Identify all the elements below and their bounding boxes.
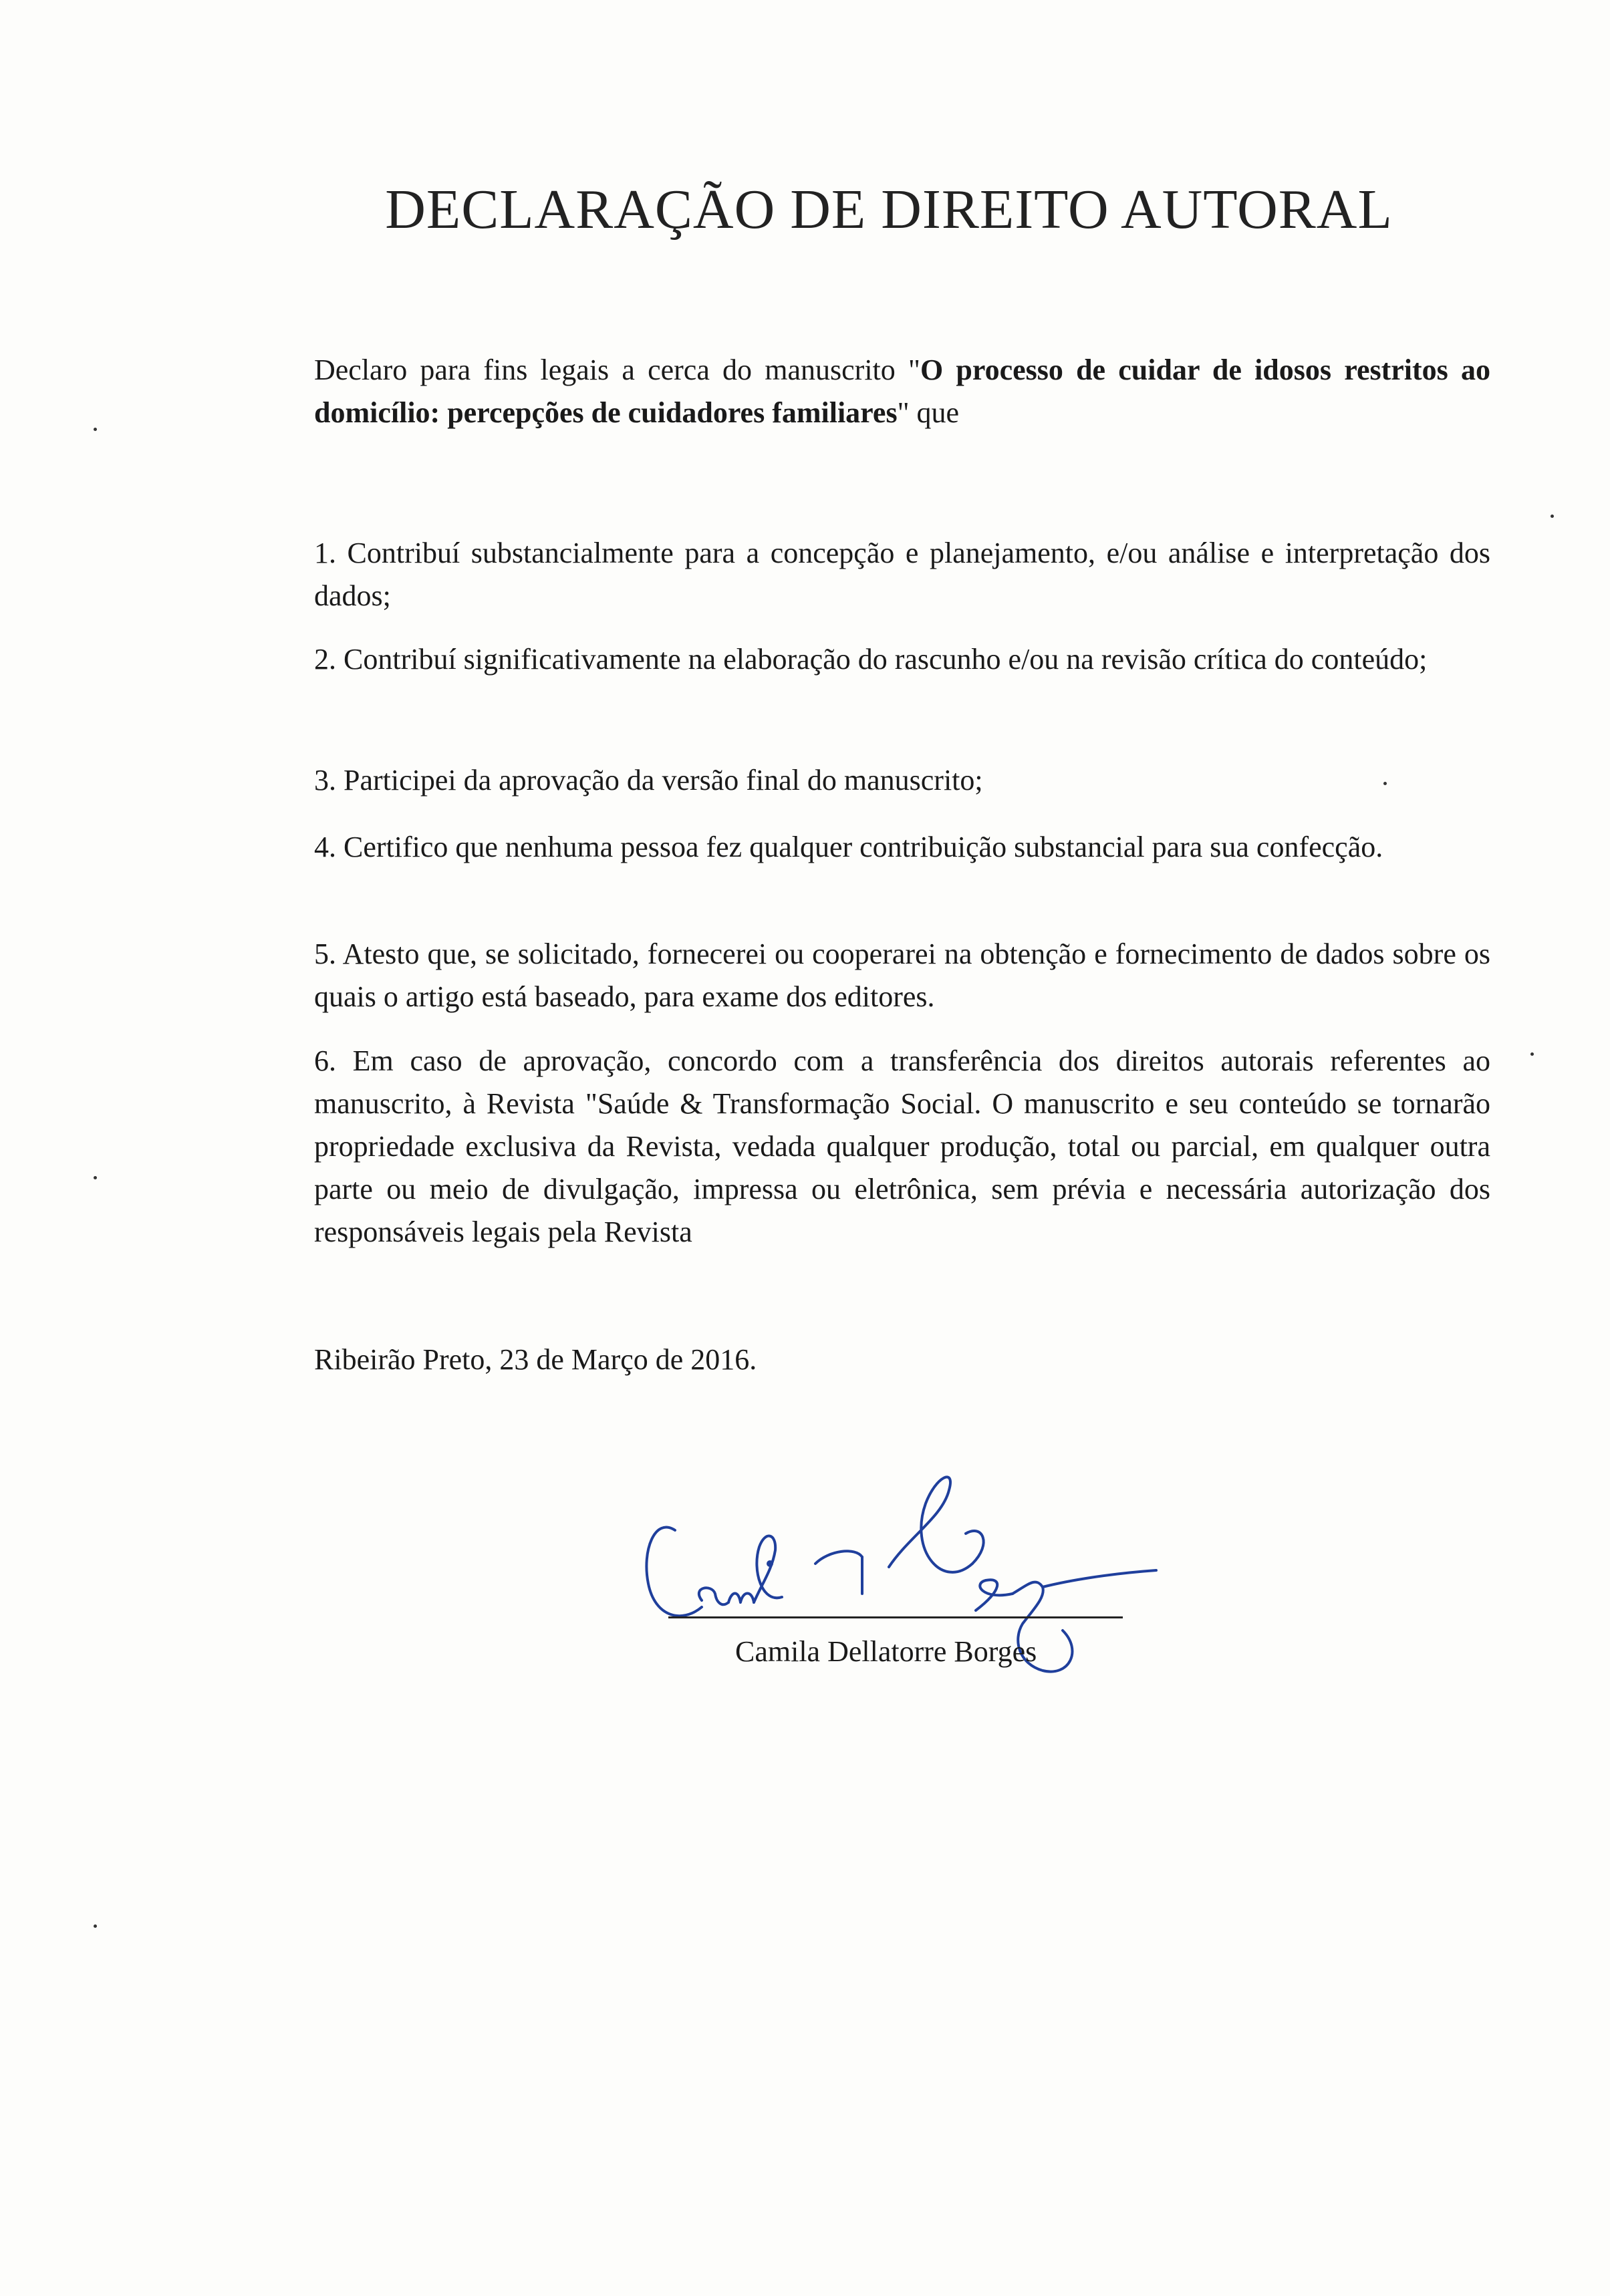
place-and-date: Ribeirão Preto, 23 de Março de 2016. [314,1343,757,1376]
signer-name: Camila Dellatorre Borges [735,1635,1037,1668]
signature-line [668,1616,1123,1618]
document-title: DECLARAÇÃO DE DIREITO AUTORAL [385,178,1393,241]
declaration-item-6: 6. Em caso de aprovação, concordo com a transferência dos direitos autorais referentes ao manuscrito, à Revista "Saúde & Transformação Social. O manuscrito e seu conteúdo se tornarão propriedade exclusiva da Revista, vedada qualquer produção, total ou parcial, em qualquer outra parte ou meio de divulgação, impressa ou eletrônica, sem prévia e necessária autorização dos responsáveis legais pela Revista [314,1044,1490,1248]
intro-paragraph [314,349,1490,434]
declaration-item-3: 3. Participei da aprovação da versão final do manuscrito; [314,764,983,797]
declaration-item-4: 4. Certifico que nenhuma pessoa fez qualquer contribuição substancial para sua confecção. [314,831,1383,863]
intro-suffix: " que [897,396,960,429]
intro-prefix: Declaro para fins legais a cerca do manuscrito " [314,353,920,386]
scan-speck [1530,1052,1534,1056]
manuscript-title: O processo de cuidar de idosos restritos ao domicílio: percepções de cuidadores familiares [314,353,1490,429]
declaration-item-5: 5. Atesto que, se solicitado, fornecerei ou cooperarei na obtenção e fornecimento de dados sobre os quais o artigo está baseado, para exame dos editores. [314,938,1490,1013]
declaration-item-1: 1. Contribuí substancialmente para a concepção e planejamento, e/ou análise e interpretação dos dados; [314,537,1490,612]
scan-speck [94,428,97,431]
scan-speck [94,1176,97,1179]
scan-speck [1551,515,1554,518]
scan-speck [1383,782,1387,785]
scan-speck [94,1924,97,1928]
declaration-item-2: 2. Contribuí significativamente na elaboração do rascunho e/ou na revisão crítica do conteúdo; [314,643,1428,676]
